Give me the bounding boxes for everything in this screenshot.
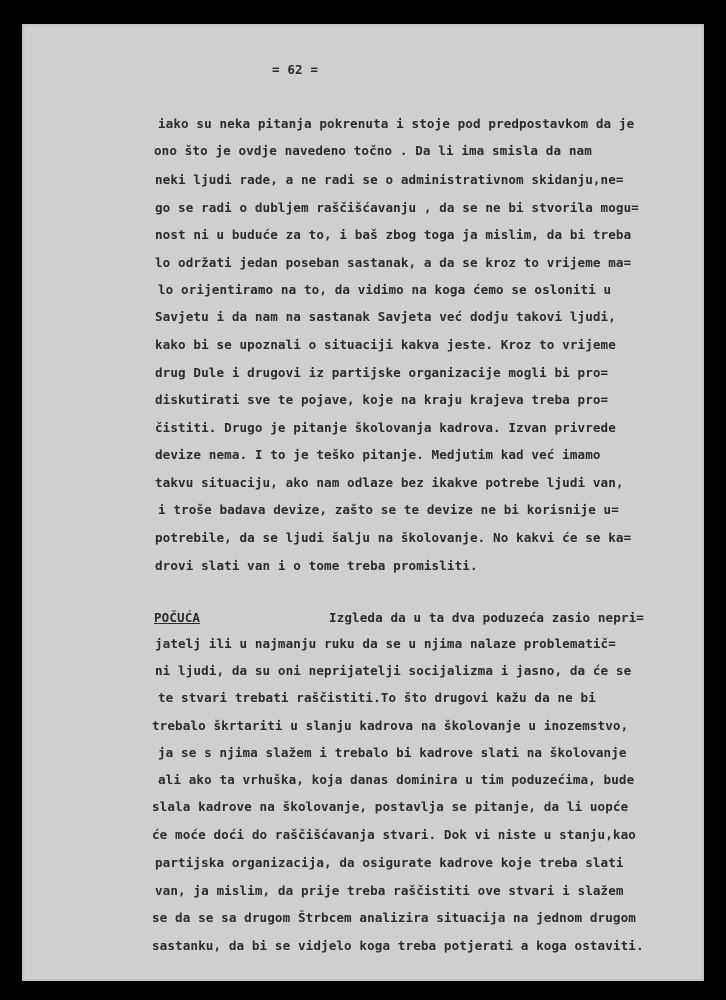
text-line: go se radi o dubljem raščišćavanju , da se ne bi stvorila mogu= <box>155 200 639 215</box>
text-line: lo orijentiramo na to, da vidimo na koga ćemo se osloniti u <box>158 282 612 297</box>
text-line: čistiti. Drugo je pitanje školovanja kadrova. Izvan privrede <box>155 420 616 435</box>
text-line: neki ljudi rade, a ne radi se o administrativnom skidanju,ne= <box>155 172 624 187</box>
text-line: van, ja mislim, da prije treba raščistiti ove stvari i slažem <box>155 883 624 898</box>
text-line: se da se sa drugom Štrbcem analizira situacija na jednom drugom <box>152 910 636 925</box>
text-line: lo održati jedan poseban sastanak, a da se kroz to vrijeme ma= <box>155 255 632 270</box>
text-line: nost ni u buduće za to, i baš zbog toga ja mislim, da bi treba <box>155 227 632 242</box>
text-line: slala kadrove na školovanje, postavlja se pitanje, da li uopće <box>152 799 629 814</box>
text-line: te stvari trebati raščistiti.To što drugovi kažu da ne bi <box>158 690 596 705</box>
text-line: ali ako ta vrhuška, koja danas dominira u tim poduzećima, bude <box>158 772 635 787</box>
text-line: devize nema. I to je teško pitanje. Medjutim kad već imamo <box>155 447 601 462</box>
page-number: = 62 = <box>272 62 319 77</box>
text-line: će moće doći do raščišćavanja stvari. Dok vi niste u stanju,kao <box>152 827 636 842</box>
text-line: diskutirati sve te pojave, koje na kraju krajeva treba pro= <box>155 392 609 407</box>
text-line: potrebile, da se ljudi šalju na školovanje. No kakvi će se ka= <box>155 530 632 545</box>
text-line: jatelj ili u najmanju ruku da se u njima nalaze problematič= <box>155 636 616 651</box>
text-line: trebalo škrtariti u slanju kadrova na školovanje u inozemstvo, <box>152 718 629 733</box>
text-line: kako bi se upoznali o situaciji kakva jeste. Kroz to vrijeme <box>155 337 616 352</box>
text-line: takvu situaciju, ako nam odlaze bez ikakve potrebe ljudi van, <box>155 475 624 490</box>
text-line: Savjetu i da nam na sastanak Savjeta već dodju takovi ljudi, <box>155 309 616 324</box>
text-line: drug Dule i drugovi iz partijske organizacije mogli bi pro= <box>155 365 609 380</box>
text-line: partijska organizacija, da osigurate kadrove koje treba slati <box>155 855 624 870</box>
text-line: iako su neka pitanja pokrenuta i stoje pod predpostavkom da je <box>158 116 635 131</box>
speaker-heading: POČUĆA <box>154 610 201 625</box>
document-page <box>22 24 704 981</box>
text-line: Izgleda da u ta dva poduzeća zasio nepri= <box>329 610 644 625</box>
text-line: sastanku, da bi se vidjelo koga treba potjerati a koga ostaviti. <box>152 938 644 953</box>
text-line: drovi slati van i o tome treba promisliti. <box>155 558 478 573</box>
text-line: ono što je ovdje navedeno točno . Da li ima smisla da nam <box>154 143 592 158</box>
text-line: ja se s njima slažem i trebalo bi kadrove slati na školovanje <box>158 745 627 760</box>
text-line: ni ljudi, da su oni neprijatelji socijalizma i jasno, da će se <box>155 663 632 678</box>
typewritten-text <box>22 24 704 981</box>
text-line: i troše badava devize, zašto se te devize ne bi korisnije u= <box>158 502 619 517</box>
